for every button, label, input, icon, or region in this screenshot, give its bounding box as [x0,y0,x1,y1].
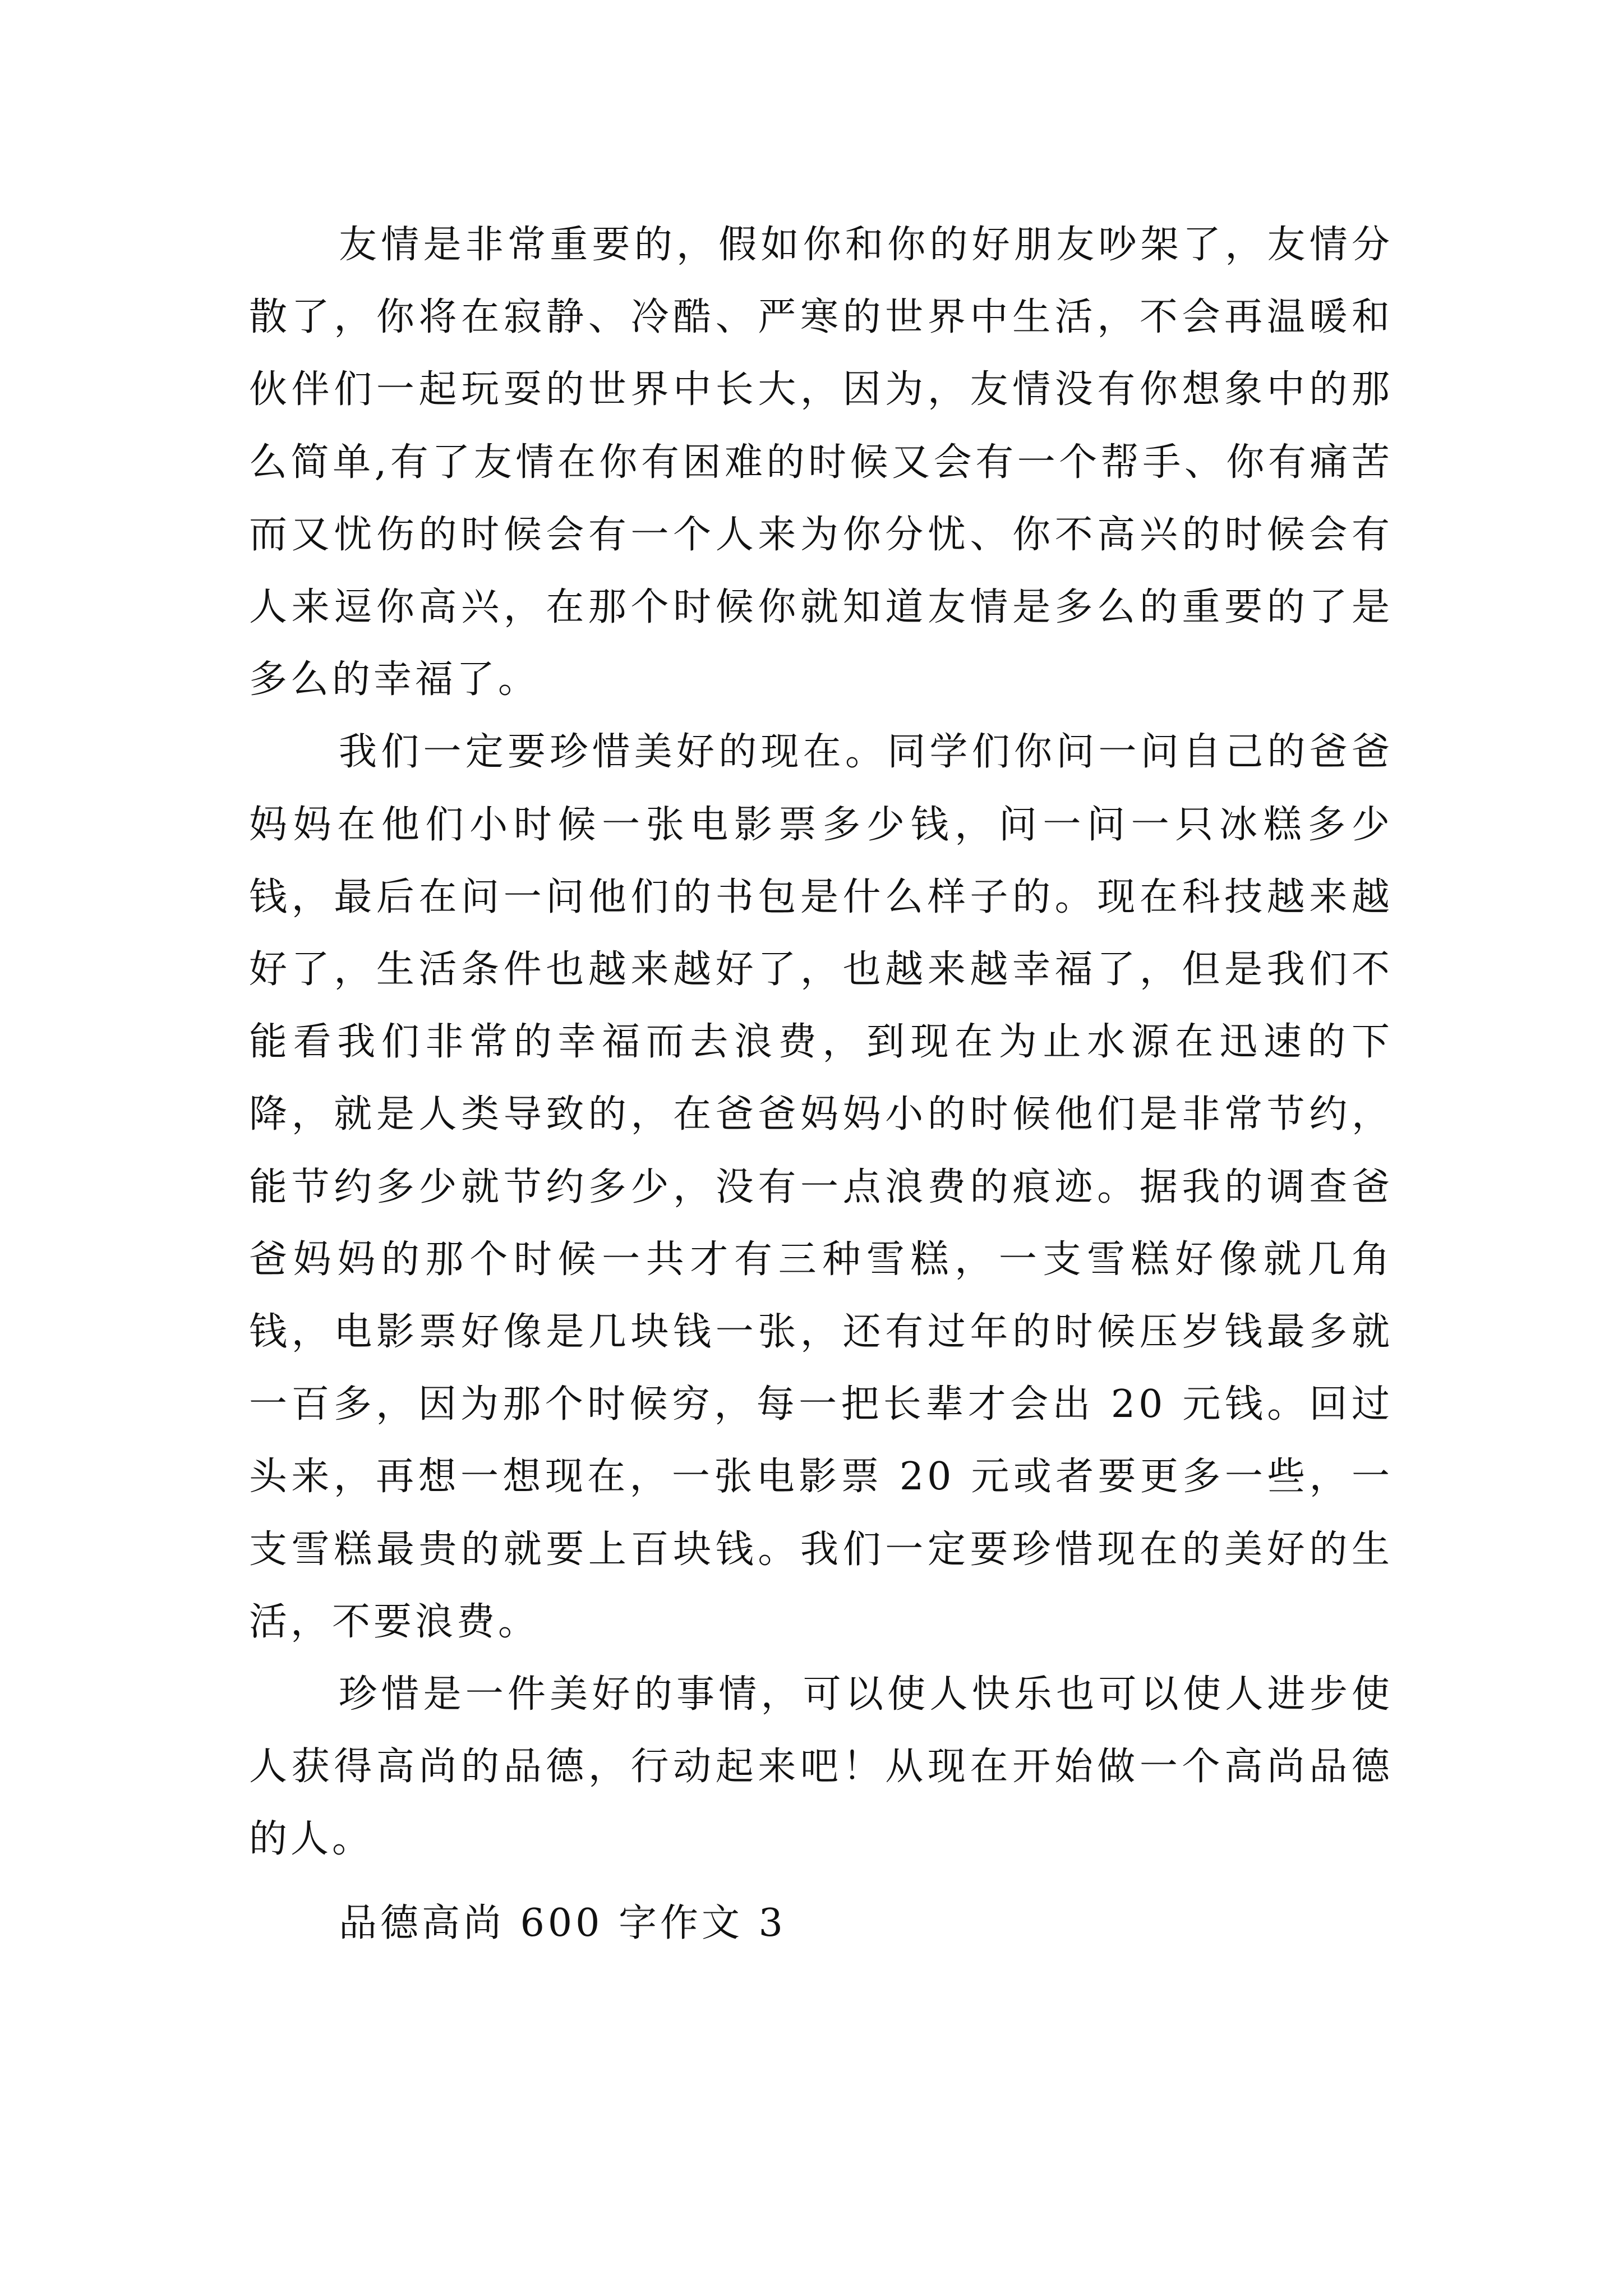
paragraph-cherish-present: 我们一定要珍惜美好的现在。同学们你问一问自己的爸爸妈妈在他们小时候一张电影票多少钱，问一问一只冰糕多少钱，最后在问一问他们的书包是什么样子的。现在科技越来越好了，生活条件也越来越好了，也越来越幸福了，但是我们不能看我们非常的幸福而去浪费，到现在为止水源在迅速的下降，就是人类导致的，在爸爸妈妈小的时候他们是非常节约，能节约多少就节约多少，没有一点浪费的痕迹。据我的调查爸爸妈妈的那个时候一共才有三种雪糕，一支雪糕好像就几角钱，电影票好像是几块钱一张，还有过年的时候压岁钱最多就一百多，因为那个时候穷，每一把长辈才会出 20 元钱。回过头来，再想一想现在，一张电影票 20 元或者要更多一些，一支雪糕最贵的就要上百块钱。我们一定要珍惜现在的美好的生活，不要浪费。 [249,730,1393,1644]
document-body [249,209,1393,1959]
section-heading: 品德高尚 600 字作文 3 [339,1901,786,1945]
paragraph-friendship: 友情是非常重要的，假如你和你的好朋友吵架了，友情分散了，你将在寂静、冷酷、严寒的世界中生活，不会再温暖和伙伴们一起玩耍的世界中长大，因为，友情没有你想象中的那么简单,有了友情在你有困难的时候又会有一个帮手、你有痛苦而又忧伤的时候会有一个人来为你分忧、你不高兴的时候会有人来逗你高兴，在那个时候你就知道友情是多么的重要的了是多么的幸福了。 [249,223,1393,702]
paragraph-cherish-conclusion: 珍惜是一件美好的事情，可以使人快乐也可以使人进步使人获得高尚的品德，行动起来吧！从现在开始做一个高尚品德的人。 [249,1672,1393,1862]
